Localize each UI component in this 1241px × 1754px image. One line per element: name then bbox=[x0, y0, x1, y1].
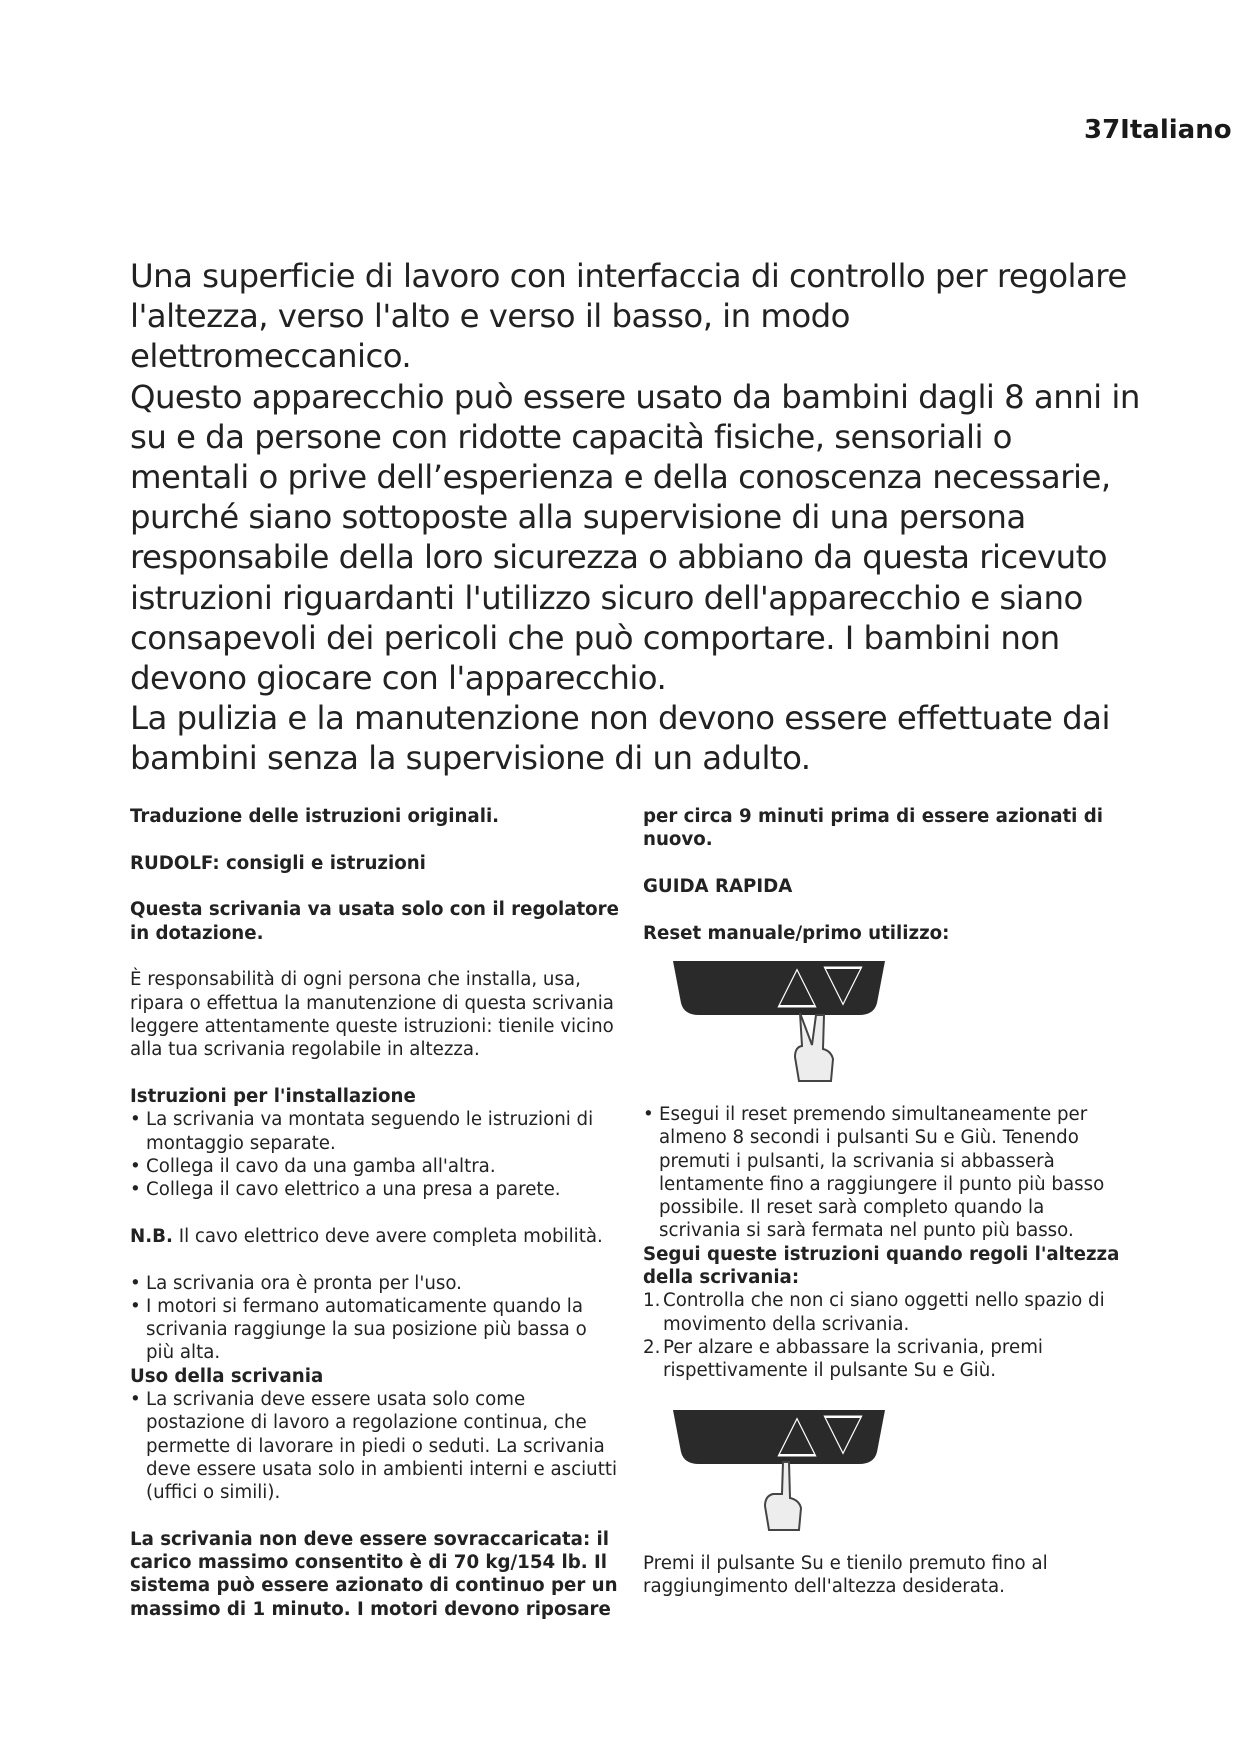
list-item: • Collega il cavo da una gamba all'altra. bbox=[130, 1155, 620, 1178]
control-panel-both-buttons-illustration bbox=[669, 957, 889, 1083]
list-item: • La scrivania deve essere usata solo come postazione di lavoro a regolazione continua, che permette di lavorare in piedi o seduti. La scrivania deve essere usata solo in ambienti interni e asciutti (uffici o simili). bbox=[130, 1388, 620, 1504]
adjust-steps bbox=[643, 1289, 1123, 1382]
intro-paragraph-1: Una superficie di lavoro con interfaccia di controllo per regolare l'altezza, verso l'alto e verso il basso, in modo elettromeccanico. bbox=[130, 257, 1127, 376]
ready-list bbox=[130, 1272, 620, 1365]
usage-heading: Uso della scrivania bbox=[130, 1365, 324, 1387]
list-item: • I motori si fermano automaticamente quando la scrivania raggiunge la sua posizione più bassa o più alta. bbox=[130, 1295, 620, 1365]
responsibility-text: È responsabilità di ogni persona che installa, usa, ripara o effettua la manutenzione di questa scrivania leggere attentamente queste istruzioni: tienile vicino alla tua scrivania regolabile in altezza. bbox=[130, 969, 614, 1061]
adjust-heading: Segui queste istruzioni quando regoli l'altezza della scrivania: bbox=[643, 1243, 1120, 1289]
nb-label: N.B. bbox=[130, 1225, 173, 1247]
adjust-section bbox=[643, 1243, 1123, 1383]
step-text: Per alzare e abbassare la scrivania, premi rispettivamente il pulsante Su e Giù. bbox=[663, 1336, 1043, 1382]
page-number-language: 37Italiano bbox=[1084, 115, 1232, 145]
usage-list bbox=[130, 1388, 620, 1504]
overload-warning-continued: per circa 9 minuti prima di essere azionati di nuovo. bbox=[643, 806, 1103, 851]
list-item bbox=[643, 1289, 1123, 1336]
quick-guide-title: GUIDA RAPIDA bbox=[643, 875, 793, 897]
list-item: • La scrivania ora è pronta per l'uso. bbox=[130, 1272, 620, 1295]
list-item bbox=[643, 1336, 1123, 1383]
left-column bbox=[130, 805, 620, 1621]
reset-heading: Reset manuale/primo utilizzo: bbox=[643, 922, 950, 944]
step-text: Controlla che non ci siano oggetti nello spazio di movimento della scrivania. bbox=[663, 1290, 1105, 1335]
control-panel-up-button-illustration bbox=[669, 1406, 889, 1532]
hold-instruction: Premi il pulsante Su e tienilo premuto fino al raggiungimento dell'altezza desiderata. bbox=[643, 1552, 1048, 1598]
regulator-warning: Questa scrivania va usata solo con il regolatore in dotazione. bbox=[130, 899, 619, 944]
nb-text: Il cavo elettrico deve avere completa mobilità. bbox=[178, 1225, 603, 1247]
hand-two-fingers-icon bbox=[795, 1013, 833, 1081]
intro-paragraph-3: La pulizia e la manutenzione non devono essere effettuate dai bambini senza la supervisione di un adulto. bbox=[130, 699, 1110, 778]
installation-heading: Istruzioni per l'installazione bbox=[130, 1085, 416, 1107]
step-number: 2. bbox=[643, 1336, 661, 1358]
intro-text bbox=[130, 256, 1140, 779]
overload-warning: La scrivania non deve essere sovraccaricata: il carico massimo consentito è di 70 kg/154 lb. Il sistema può essere azionato di continuo per un massimo di 1 minuto. I motori devono riposare bbox=[130, 1528, 618, 1620]
right-column bbox=[643, 805, 1123, 1599]
nb-note bbox=[130, 1225, 620, 1248]
translation-note: Traduzione delle istruzioni originali. bbox=[130, 806, 500, 827]
step-number: 1. bbox=[643, 1290, 661, 1312]
list-item: • Collega il cavo elettrico a una presa a parete. bbox=[130, 1178, 620, 1201]
installation-list bbox=[130, 1108, 620, 1201]
intro-paragraph-2: Questo apparecchio può essere usato da bambini dagli 8 anni in su e da persone con ridotte capacità fisiche, sensoriali o mentali o prive dell’esperienza e della conoscenza necessarie, purché siano sottoposte alla supervisione di una persona responsabile della loro sicurezza o abbiano da questa ricevuto istruzioni riguardanti l'utilizzo sicuro dell'apparecchio e siano consapevoli dei pericoli che può comportare. I bambini non devono giocare con l'apparecchio. bbox=[130, 377, 1140, 698]
list-item: • La scrivania va montata seguendo le istruzioni di montaggio separate. bbox=[130, 1108, 620, 1155]
list-item: • Esegui il reset premendo simultaneamente per almeno 8 secondi i pulsanti Su e Giù. Tenendo premuti i pulsanti, la scrivania si abbasserà lentamente fino a raggiungere il punto più basso possibile. Il reset sarà completo quando la scrivania si sarà fermata nel punto più basso. bbox=[643, 1103, 1123, 1243]
section-title: RUDOLF: consigli e istruzioni bbox=[130, 852, 426, 874]
installation-section bbox=[130, 1085, 620, 1201]
usage-section bbox=[130, 1365, 620, 1505]
hand-finger-icon bbox=[765, 1462, 801, 1530]
reset-list bbox=[643, 1103, 1123, 1243]
